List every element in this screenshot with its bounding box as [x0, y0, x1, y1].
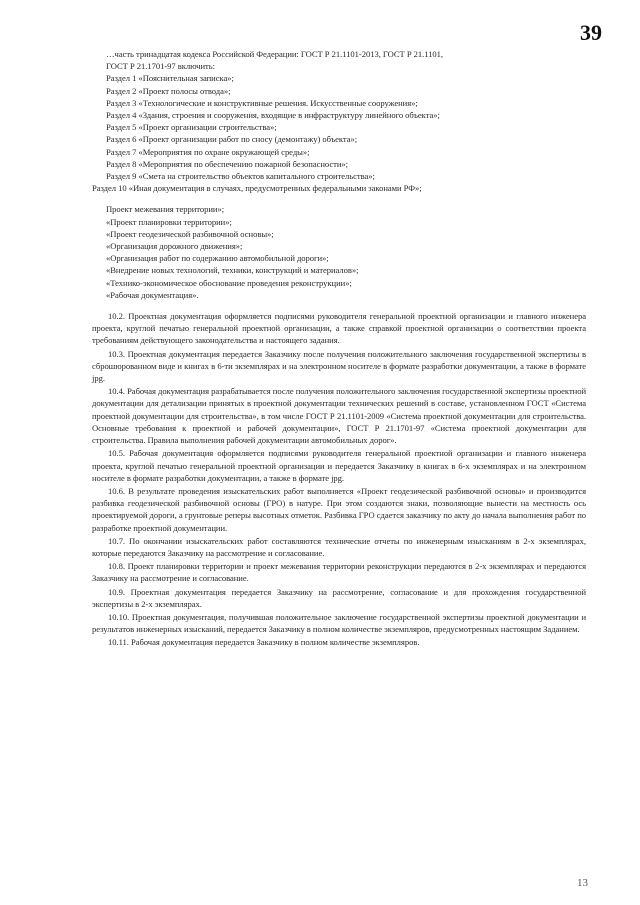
list-item: …часть тринадцатая кодекса Российской Федерации: ГОСТ Р 21.1101-2013, ГОСТ Р 21.1101, — [106, 49, 444, 59]
paragraph-10-9: 10.9. Проектная документация передается Заказчику на рассмотрение, согласование и для прохождения государственной экспертизы в 2-х экземплярах. — [92, 586, 586, 609]
paragraph-10-11: 10.11. Рабочая документация передается Заказчику в полном количестве экземпляров. — [108, 637, 420, 648]
sub-list-item: «Рабочая документация». — [106, 289, 199, 300]
list-item: Раздел 9 «Смета на строительство объектов капитального строительства»; — [106, 171, 375, 182]
list-item: Раздел 2 «Проект полосы отвода»; — [106, 85, 231, 96]
sub-list-item: «Технико-экономическое обоснование проведения реконструкции»; — [106, 277, 352, 288]
list-item: Раздел 7 «Мероприятия по охране окружающей среды»; — [106, 146, 310, 157]
paragraphs — [92, 310, 586, 648]
list-item: Раздел 8 «Мероприятия по обеспечению пожарной безопасности»; — [106, 158, 348, 169]
sub-list-item: «Организация работ по содержанию автомобильной дороги»; — [106, 253, 329, 264]
sub-list-item: «Организация дорожного движения»; — [106, 241, 243, 252]
sub-list-item: Проект межевания территории»; — [106, 204, 225, 215]
paragraph-10-6: 10.6. В результате проведения изыскательских работ выполняется «Проект геодезической разбивочной основы» и производится разбивка геодезической разбивочной основы (ГРО) в натуре. При этом создаются знаки, позволяющие вынести на местность ось проектируемой дороги, а грунтовые реперы высотных отметок. Разбивка ГРО сдается заказчику по акту до начала выполнения работ по разработке проектной документации. — [92, 485, 586, 533]
list-item: Раздел 5 «Проект организации строительства»; — [106, 122, 277, 133]
list-item: Раздел 6 «Проект организации работ по сносу (демонтажу) объекта»; — [106, 134, 358, 145]
paragraph-10-10: 10.10. Проектная документация, получившая положительное заключение государственной экспертизы проектной документации и результатов инженерных изысканий, передается Заказчику в полном количестве экземпляров, предусмотренных настоящим Заданием. — [92, 611, 586, 635]
page-number-top: 39 — [580, 20, 602, 45]
section-list — [92, 48, 586, 194]
list-item: Раздел 4 «Здания, строения и сооружения, входящие в инфраструктуру линейного объекта»; — [106, 110, 440, 121]
paragraph-10-7: 10.7. По окончании изыскательских работ составляются технические отчеты по инженерным изысканиям в 2-х экземплярах, которые передаются Заказчику на рассмотрение и согласование. — [92, 535, 586, 558]
sub-list-item: «Проект геодезической разбивочной основы»; — [106, 228, 274, 239]
list-item: Раздел 10 «Иная документация в случаях, предусмотренных федеральными законами РФ»; — [92, 183, 422, 194]
list-item: ГОСТ Р 21.1701-97 включить: — [106, 61, 215, 72]
paragraph-10-2: 10.2. Проектная документация оформляется подписями руководителя генеральной проектной организации и главного инженера проекта, круглой печатью генеральной проектной организации, а также справкой проектной организации о соответствии проекта требованиям действующего законодательства и настоящего задания. — [92, 311, 586, 346]
paragraph-10-5: 10.5. Рабочая документация оформляется подписями руководителя генеральной проектной организации и главного инженера проекта, круглой печатью генеральной проектной организации и передается Заказчику в книгах в 6-х экземплярах и на электронном носителе в формате разработки документации, а также в формате jpg. — [92, 448, 586, 483]
paragraph-10-8: 10.8. Проект планировки территории и проект межевания территории реконструкции передаются в 2-х экземплярах и передаются Заказчику на рассмотрение и согласование. — [92, 561, 586, 584]
list-item: Раздел 1 «Пояснительная записка»; — [106, 73, 234, 84]
sub-list-item: «Проект планировки территории»; — [106, 216, 232, 227]
paragraph-10-4: 10.4. Рабочая документация разрабатывается после получения положительного заключения государственной экспертизы проектной документации для детализации принятых в проектной документации технических решений в составе, установленном ГОСТ «Система проектной документации для строительства», в том числе ГОСТ Р 21.1101-2009 «Система проектной документации для строительства. Основные требования к проектной и рабочей документации», ГОСТ Р 21.1701-97 «Система проектной документации для строительства. Правила выполнения рабочей документации автомобильных дорог». — [92, 386, 586, 446]
list-item: Раздел 3 «Технологические и конструктивные решения. Искусственные сооружения»; — [106, 97, 418, 108]
sub-list — [92, 203, 586, 301]
sub-list-item: «Внедрение новых технологий, техники, конструкций и материалов»; — [106, 265, 359, 276]
page-number-bottom: 13 — [577, 877, 588, 889]
paragraph-10-3: 10.3. Проектная документация передается Заказчику после получения положительного заключения государственной экспертизы в сброшюрованном виде и книгах в 6-ти экземплярах и на электронном носителе в формате разработки документации, а также в формате jpg. — [92, 348, 586, 384]
document-body — [92, 48, 586, 649]
